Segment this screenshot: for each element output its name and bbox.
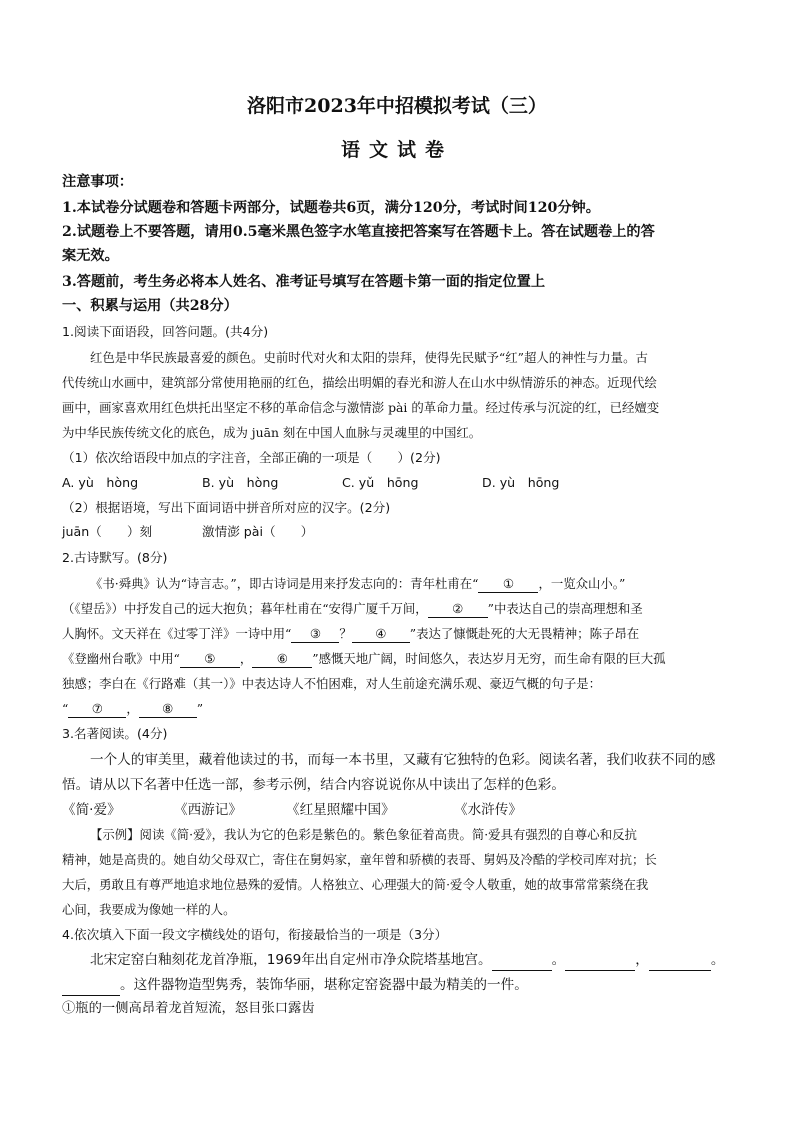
q2-line-6: “ ⑦ ， ⑧ ” (62, 701, 204, 716)
q3-paragraph-2: 悟。请从以下名著中任选一部，参考示例，结合内容说说你从中读出了怎样的色彩。 (62, 777, 565, 793)
q4-line-1: 北宋定窑白釉刻花龙首净瓶，1969年出自定州市净众院塔基地宫。 。 ， 。 (90, 950, 724, 971)
q2-line-4: 《登幽州台歌》中用“ ⑤ ， ⑥ ”感慨天地广阔，时间悠久，表达岁月无穷，而生命有限的巨大孤 (62, 651, 666, 666)
section-1-heading: 一、积累与运用（共28分） (62, 298, 238, 314)
exam-title: 洛阳市2023年中招模拟考试（三） (247, 95, 547, 117)
book-journey-west: 《西游记》 (174, 802, 242, 818)
q3-paragraph-1: 一个人的审美里，藏着他读过的书，而每一本书里，又藏有它独特的色彩。阅读名著，我们收获不同的感 (90, 752, 716, 768)
q1-passage-line: 红色是中华民族最喜爱的颜色。史前时代对火和太阳的崇拜，使得先民赋予“红”超人的神性与力量。古 (90, 350, 648, 365)
q3-example-line: 精神，她是高贵的。她自幼父母双亡，寄住在舅妈家，童年曾和骄横的表哥、舅妈及冷酷的学校司库对抗；长 (62, 852, 657, 867)
q4-option-1: ①瓶的一侧高昂着龙首短流，怒目张口露齿 (62, 1001, 315, 1016)
q3-example-line: 大后，勇敢且有尊严地追求地位悬殊的爱情。人格独立、心理强大的简·爱令人敬重，她的故事常常萦绕在我 (62, 877, 649, 892)
notice-item-2: 2.试题卷上不要答题，请用0.5毫米黑色签字水笔直接把答案写在答题卡上。答在试题卷上的答 (62, 224, 655, 240)
blank-1: ① (478, 576, 538, 593)
notice-item-1: 1.本试卷分试题卷和答题卡两部分，试题卷共6页，满分120分，考试时间120分钟。 (62, 200, 600, 216)
q2-stem: 2.古诗默写。(8分) (62, 550, 168, 565)
q1-passage-line: 画中，画家喜欢用红色烘托出坚定不移的革命信念与激情澎 pài 的革命力量。经过传承与沉淀的红，已经嬗变 (62, 400, 660, 415)
blank-6: ⑥ (252, 651, 312, 668)
blank-7: ⑦ (68, 701, 126, 718)
q1-passage-line: 代传统山水画中，建筑部分常使用艳丽的红色，描绘出明媚的春光和游人在山水中纵情游乐的神态。近现代绘 (62, 375, 657, 390)
q1-fill (62, 522, 313, 542)
blank-5: ⑤ (180, 651, 240, 668)
q3-books (62, 800, 522, 820)
notice-item-3: 3.答题前，考生务必将本人姓名、准考证号填写在答题卡第一面的指定位置上 (62, 274, 546, 290)
q4-line-2: 。这件器物造型隽秀，装饰华丽，堪称定窑瓷器中最为精美的一件。 (62, 975, 528, 996)
q1-option-a: A. yù hòng (62, 475, 139, 490)
notice-heading: 注意事项： (62, 174, 133, 190)
exam-subtitle: 语文试卷 (340, 139, 453, 161)
book-water-margin: 《水浒传》 (454, 802, 522, 818)
blank-2: ② (428, 601, 488, 618)
q1-options (62, 473, 559, 493)
book-red-star: 《红星照耀中国》 (286, 802, 395, 818)
q1-fill-a: juān（ ）刻 (62, 524, 153, 539)
blank-3: ③ (291, 626, 339, 643)
q1-sub1: （1）依次给语段中加点的字注音，全部正确的一项是（ ）(2分) (62, 450, 441, 465)
blank-4: ④ (352, 626, 410, 643)
q1-passage-line: 为中华民族传统文化的底色，成为 juān 刻在中国人血脉与灵魂里的中国红。 (62, 425, 482, 440)
q2-line-3: 人胸怀。文天祥在《过零丁洋》一诗中用“ ③ ？ ④ ”表达了慷慨赴死的大无畏精神；陈子昂在 (62, 626, 640, 641)
q4-stem: 4.依次填入下面一段文字横线处的语句，衔接最恰当的一项是（3分） (62, 927, 448, 942)
q3-example-line: 心间，我要成为像她一样的人。 (62, 902, 236, 917)
q3-example-line: 【示例】阅读《简·爱》，我认为它的色彩是紫色的。紫色象征着高贵。简·爱具有强烈的自尊心和反抗 (90, 827, 637, 842)
notice-item-2-cont: 案无效。 (62, 248, 119, 264)
blank-8: ⑧ (139, 701, 197, 718)
q1-sub2: （2）根据语境，写出下面词语中拼音所对应的汉字。(2分) (62, 500, 391, 515)
q1-option-b: B. yù hòng (202, 475, 279, 490)
q1-fill-b: 激情澎 pài（ ） (202, 524, 314, 539)
q1-stem: 1.阅读下面语段，回答问题。(共4分) (62, 324, 269, 339)
q1-option-c: C. yǔ hōng (342, 475, 419, 490)
q3-stem: 3.名著阅读。(4分) (62, 726, 168, 741)
q2-line-5: 独感；李白在《行路难（其一）》中表达诗人不怕困难，对人生前途充满乐观、豪迈气概的句子是： (62, 676, 601, 691)
q2-line-2: （《望岳》）中抒发自己的远大抱负；暮年杜甫在“安得广厦千万间， ② ”中表达自己的崇高理想和圣 (62, 601, 643, 616)
q1-option-d: D. yù hōng (482, 475, 560, 490)
q2-line-1: 《书·舜典》认为“诗言志。”，即古诗词是用来抒发志向的：青年杜甫在“ ① ，一览众山小。” (90, 576, 626, 591)
book-jane-eyre: 《简·爱》 (62, 802, 121, 818)
